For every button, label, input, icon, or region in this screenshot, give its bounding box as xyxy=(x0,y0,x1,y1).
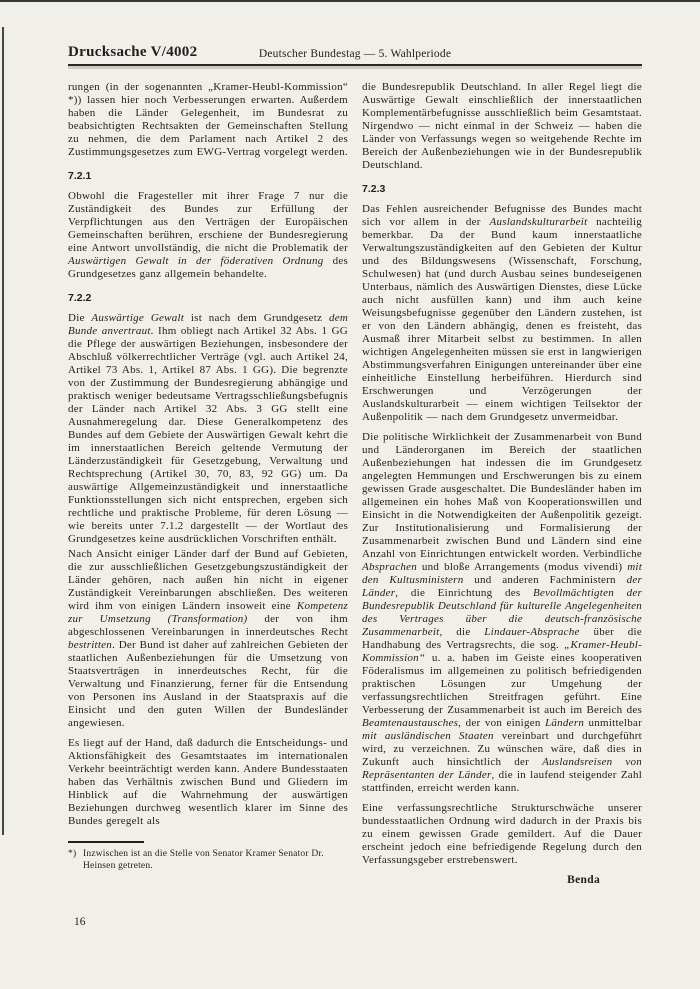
page-header xyxy=(68,44,642,66)
paragraph: Die Auswärtige Gewalt ist nach dem Grundgesetz dem Bunde anvertraut. Ihm obliegt nach Artikel 32 Abs. 1 GG die Pflege der auswärtigen Beziehungen, insbesondere der Abschluß völkerrechtlicher Verträge (vgl. auch Artikel 24, Artikel 73 Abs. 1, Artikel 87 Abs. 1 GG). Die begrenzte von der Zustimmung der Bundesregierung abhängige und praktisch weniger bedeutsame Vertragsschließungsbefugnis der Länder nach Artikel 32 Abs. 3 GG stellt eine Ausnahmeregelung dar. Diese Generalkompetenz des Bundes auf dem Gebiete der Auswärtigen Gewalt kehrt die im innerstaatlichen Bereich geltende Vermutung der Länderzuständigkeit für Gesetzgebung, Verwaltung und Rechtsprechung (Artikel 30, 70, 83, 92 GG) um. Da auswärtige Allgemeinzuständigkeit und innerstaatliche Funktionsstellungen sich nicht entsprechen, ergeben sich rechtliche und praktische Probleme, für deren Lösung — wie bereits unter 7.1.2 dargestellt — der Wortlaut des Grundgesetzes keine ausdrücklichen Vorschriften enthält. xyxy=(68,312,349,545)
page-number: 16 xyxy=(74,916,86,928)
left-column-text xyxy=(68,81,348,828)
paragraph: rungen (in der sogenannten „Kramer-Heubl-Kommission“ *)) lassen hier noch Verbesserungen erwarten. Außerdem haben die Länder Gelegenheit, im Bundesrat zu beabsichtigten Rechtsakten der Gemeinschaften Stellung zu nehmen, die dem Parlament nach Artikel 2 des Zustimmungsgesetzes zum EWG-Vertrag vorgelegt werden. xyxy=(68,81,348,158)
right-column-text xyxy=(362,81,642,867)
section-heading: 7.2.1 xyxy=(68,170,92,182)
left-column xyxy=(68,81,348,886)
scan-edge-left xyxy=(2,27,4,835)
scan-edge-top xyxy=(0,0,700,2)
paragraph: die Bundesrepublik Deutschland. In aller Regel liegt die Auswärtige Gewalt einschließlich der innerstaatlichen Komplementärbefugnisse ausschließlich beim Gesamtstaat. Nirgendwo — nicht einmal in der Schweiz — haben die Länder von Verfassungs wegen so weitgehende Rechte im Bereich der Außenbeziehungen wie in der Bundesrepublik Deutschland. xyxy=(362,81,642,171)
signature: Benda xyxy=(567,874,600,886)
footnote-rule xyxy=(68,841,144,843)
paragraph: Die politische Wirklichkeit der Zusammenarbeit von Bund und Länderorganen im Bereich der staatlichen Außenbeziehungen hat indessen die im Grundgesetz angelegten Hemmungen und Erschwerungen bis zu einem gewissen Grade ausgeschaltet. Die Bundesländer haben im allgemeinen ein hohes Maß von Kooperationswillen und Einsicht in die Notwendigkeiten der Außenpolitik gezeigt. Zur Institutionalisierung und Formalisierung der Zusammenarbeit zwischen Bund und Ländern sind eine Anzahl von Einrichtungen entwickelt worden. Verbindliche Absprachen und bloße Arrangements (modus vivendi) mit den Kultusministern und anderen Fachministern der Länder, die Einrichtung des Bevollmächtigten der Bundesrepublik Deutschland für kulturelle Angelegenheiten des Vertrages über die deutsch-französische Zusammenarbeit, die Lindauer-Absprache über die Handhabung des Vertragsrechts, die sog. „Kramer-Heubl-Kommission“ u. a. haben im Geiste eines kooperativen Föderalismus im allgemeinen zu politisch befriedigenden praktischen Lösungen zur Umgehung der verfassungsrechtlichen Streitfragen geführt. Eine Verbesserung der Zusammenarbeit ist auch im Bereich des Beamtenaustausches, der von einigen Ländern unmittelbar mit ausländischen Staaten vereinbart und durchgeführt wird, zu verzeichnen. Zu wünschen wäre, daß dies in Zukunft auch hinsichtlich der Auslandsreisen von Repräsentanten der Länder, die in laufend steigender Zahl stattfinden, erreicht werden kann. xyxy=(362,431,642,794)
document-id: Drucksache V/4002 xyxy=(68,44,198,60)
footnote xyxy=(68,848,348,872)
document-title: Deutscher Bundestag — 5. Wahlperiode xyxy=(258,48,452,60)
paragraph: Obwohl die Fragesteller mit ihrer Frage 7 nur die Zuständigkeit des Bundes zur Erfüllung der Verpflichtungen aus den Verträgen der Europäischen Gemeinschaften berühren, erschiene der Bundesregierung eine Antwort unvollständig, die nicht die Problematik der Auswärtigen Gewalt in der föderativen Ordnung des Grundgesetzes ganz allgemein behandelte. xyxy=(68,190,348,280)
paragraph: Eine verfassungsrechtliche Strukturschwäche unserer bundesstaatlichen Ordnung wird dadurch in der Praxis bis zu einem gewissen Grade gemildert. Auf die Dauer erscheint jedoch eine befriedigende Regelung durch den Verfassungsgeber erstrebenswert. xyxy=(362,802,642,866)
paragraph: Es liegt auf der Hand, daß dadurch die Entscheidungs- und Aktionsfähigkeit des Gesamtstaates im internationalen Verkehr beeinträchtigt werden kann. Andere Bundesstaaten haben das Verhältnis zwischen Bund und Gliedern im Hinblick auf die Wahrnehmung der auswärtigen Beziehungen durchweg wesentlich klarer im Sinne des Bundes geregelt als xyxy=(68,737,348,827)
footnote-marker: *) xyxy=(68,849,77,859)
two-column-body xyxy=(68,81,642,886)
paragraph: Nach Ansicht einiger Länder darf der Bund auf Gebieten, die zur ausschließlichen Gesetzgebungszuständigkeit der Länder gehören, nach außen hin nicht in eigener Zuständigkeit Vereinbarungen abschließen. Des weiteren wird ihm von einigen Ländern insoweit eine Kompetenz zur Umsetzung (Transformation) der von ihm abgeschlossenen Vereinbarungen in innerdeutsches Recht bestritten. Der Bund ist daher auf zahlreichen Gebieten der staatlichen Außenbeziehungen für die Umsetzung von Staatsverträgen in innerdeutsches Recht, für die Verwaltung und Finanzierung, ferner für die Entsendung von Personen ins Ausland in der Staatspraxis auf die Einsicht und den guten Willen der Bundesländer angewiesen. xyxy=(68,548,348,729)
footnote-block xyxy=(68,841,348,872)
page-sheet xyxy=(68,44,642,886)
footnote-text: Inzwischen ist an die Stelle von Senator Kramer Senator Dr. Heinsen getreten. xyxy=(83,849,324,871)
section-heading: 7.2.2 xyxy=(68,292,92,304)
section-heading: 7.2.3 xyxy=(362,183,386,195)
paragraph: Das Fehlen ausreichender Befugnisse des Bundes macht sich vor allem in der Auslandskulturarbeit nachteilig bemerkbar. Da der Bund kaum innerstaatliche Verwaltungszuständigkeiten auf den Gebieten der Kultur und des Bildungswesens (Wissenschaft, Forschung, Schulwesen) hat (und durch Ausbau seines bundeseigenen Unterbaus, nämlich des Auswärtigen Dienstes, diese Lücke auch nicht ausfüllen kann) und ihm auch keine Weisungsbefugnisse gegenüber den Ländern zustehen, ist er von den Ländern abhängig, denen es freisteht, das Ausmaß ihrer Mitarbeit selbst zu bestimmen. In allen wichtigen Angelegenheiten müssen sie erst in langwierigen Abstimmungsverfahren Einigungen untereinander über eine einheitliche Einstellung herbeiführen. Hierdurch sind Erschwerungen und Verzögerungen der Auslandskulturarbeit — einem wichtigen Teilsektor der Außenpolitik — nach dem Grundgesetz unvermeidbar. xyxy=(362,203,643,423)
right-column xyxy=(362,81,642,886)
